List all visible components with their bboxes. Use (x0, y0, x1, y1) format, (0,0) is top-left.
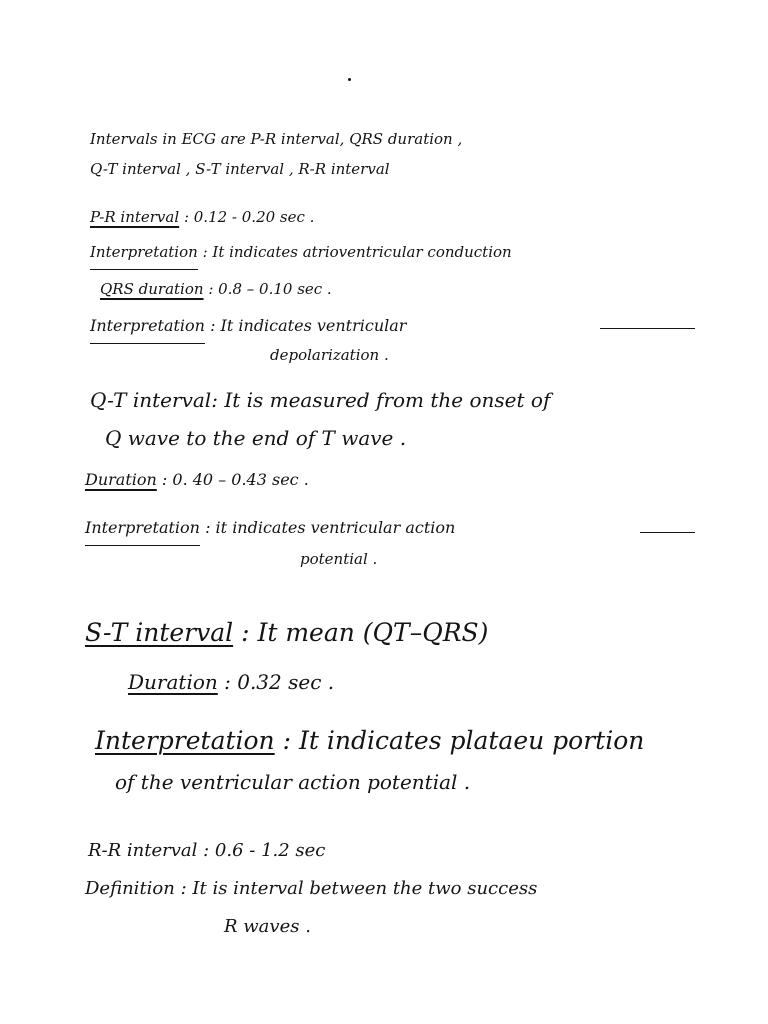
rr-definition-continued: R waves . (224, 916, 311, 937)
qt-interval-label: Q-T interval: (90, 388, 218, 412)
qrs-interpretation-continued: depolarization . (270, 346, 389, 364)
pr-interpretation-line (90, 245, 512, 260)
qt-interpretation-line (85, 520, 455, 536)
rr-definition-label: Definition (85, 878, 175, 899)
st-interpretation-label: Interpretation (95, 726, 275, 755)
qt-interval-line (90, 390, 550, 410)
qt-interpretation-label: Interpretation (85, 518, 200, 537)
qrs-trailing-line (600, 328, 695, 329)
ink-dot (348, 78, 351, 81)
st-interval-label: S-T interval (85, 618, 234, 647)
qrs-interpretation-text: : It indicates ventricular (210, 316, 407, 335)
st-duration-label: Duration (128, 670, 218, 694)
rr-interval-line: R-R interval : 0.6 - 1.2 sec (88, 840, 326, 861)
st-duration-value: : 0.32 sec . (224, 670, 335, 694)
qt-trailing-line (640, 532, 695, 533)
qrs-interpretation-line (90, 318, 406, 334)
qrs-duration-label: QRS duration (100, 280, 204, 298)
st-interval-text: : It mean (QT–QRS) (241, 618, 489, 647)
st-interval-line (85, 620, 488, 645)
pr-interval-line (90, 210, 314, 225)
qrs-duration-value: : 0.8 – 0.10 sec . (208, 280, 332, 298)
qt-duration-line (85, 472, 309, 488)
pr-interpretation-text: : It indicates atrioventricular conduction (202, 243, 512, 261)
intervals-list-line-1: Intervals in ECG are P-R interval, QRS duration , (90, 130, 463, 148)
st-interpretation-text: : It indicates plataeu portion (282, 726, 645, 755)
qrs-duration-line (100, 282, 332, 297)
qt-duration-label: Duration (85, 470, 157, 489)
st-duration-line (128, 672, 334, 692)
intervals-list-line-2: Q-T interval , S-T interval , R-R interval (90, 160, 390, 178)
pr-interval-value: : 0.12 - 0.20 sec . (183, 208, 315, 226)
st-interpretation-continued: of the ventricular action potential . (115, 770, 471, 794)
st-interpretation-line (95, 728, 644, 753)
qt-interval-text: It is measured from the onset of (224, 388, 551, 412)
qt-duration-value: : 0. 40 – 0.43 sec . (161, 470, 309, 489)
rr-definition-line (85, 880, 537, 898)
qt-interval-continued: Q wave to the end of T wave . (105, 426, 407, 450)
rr-definition-text: : It is interval between the two success (180, 878, 538, 899)
pr-interval-label: P-R interval (90, 208, 180, 226)
qt-interpretation-continued: potential . (300, 550, 378, 568)
pr-interpretation-label: Interpretation (90, 243, 198, 261)
qrs-interpretation-label: Interpretation (90, 316, 205, 335)
qt-interpretation-text: : it indicates ventricular action (205, 518, 456, 537)
